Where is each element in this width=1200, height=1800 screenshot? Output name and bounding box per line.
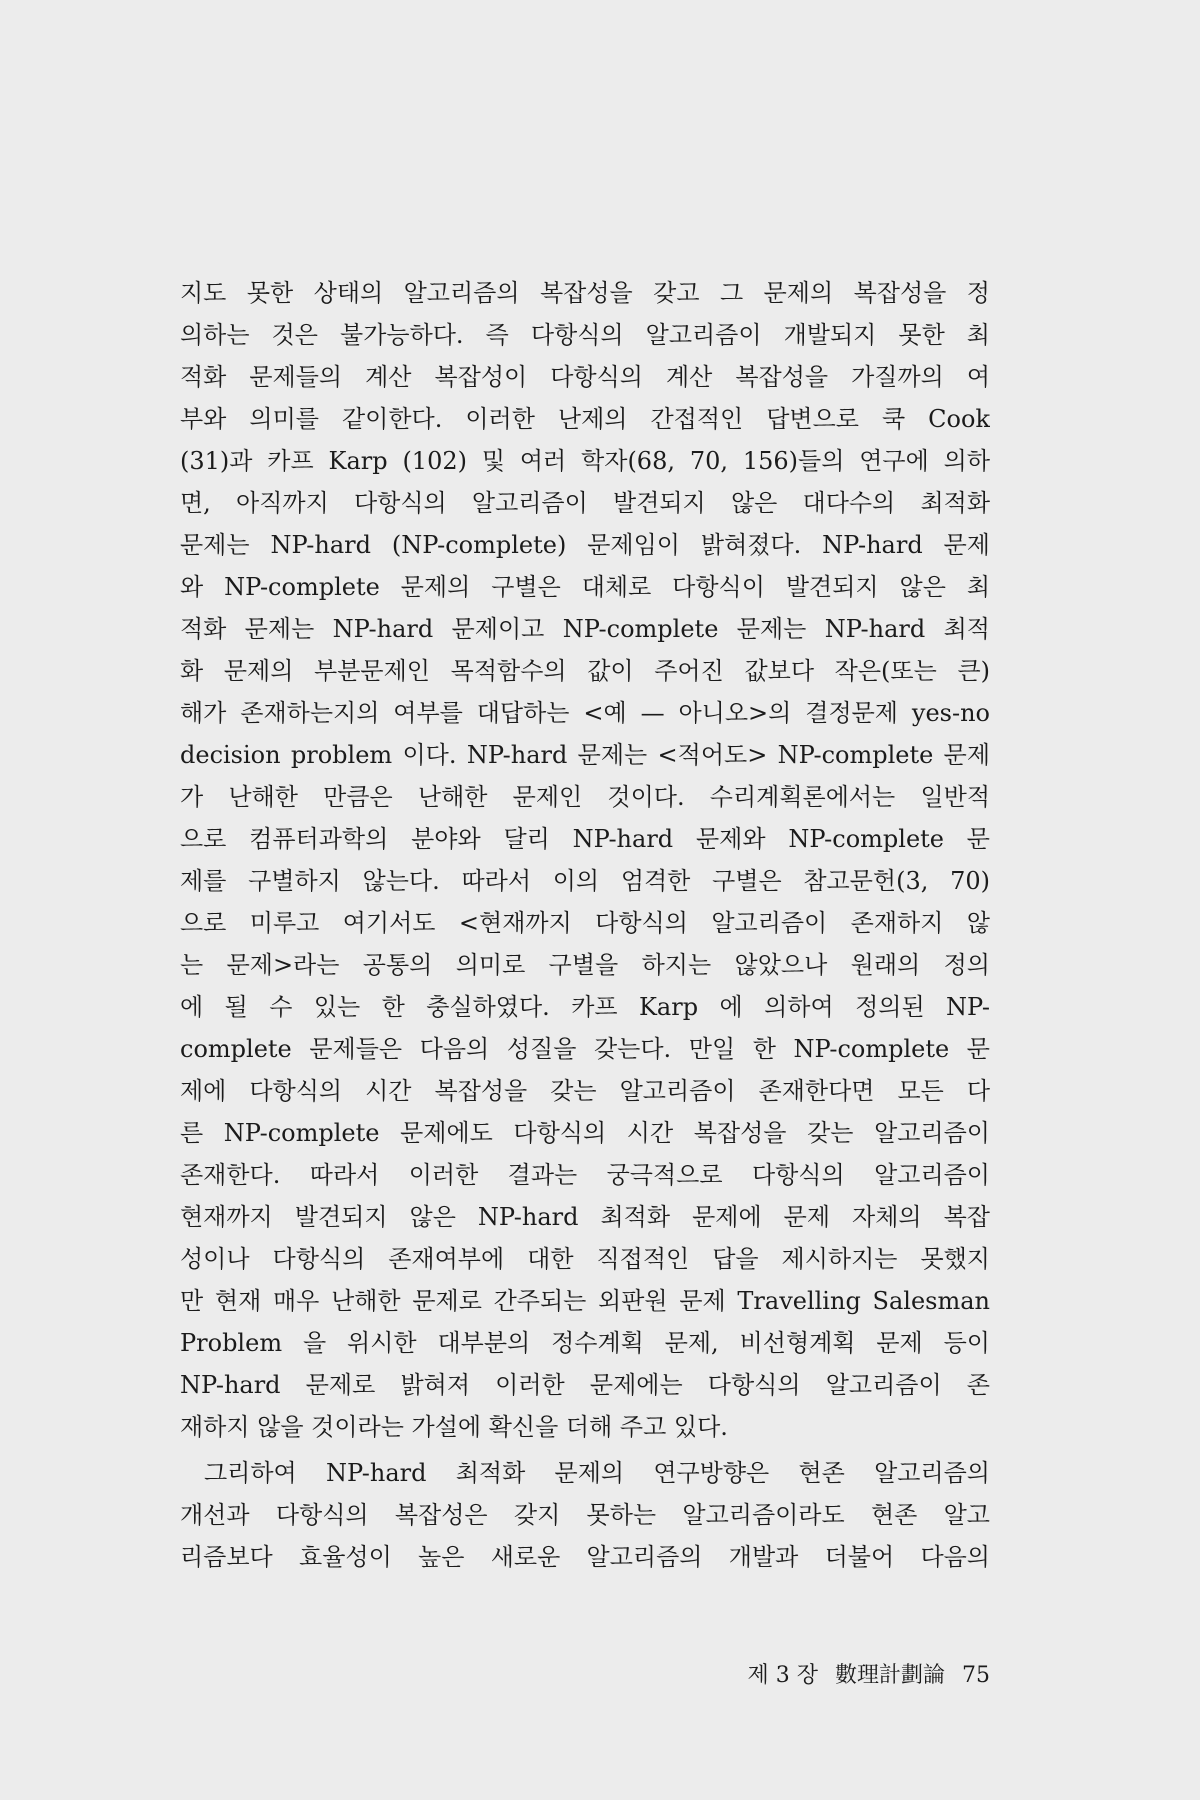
- text-line: decision problem 이다. NP-hard 문제는 <적어도> NP-complete 문제: [180, 741, 990, 769]
- text-line: 리즘보다 효율성이 높은 새로운 알고리즘의 개발과 더불어 다음의: [180, 1543, 990, 1571]
- text-line: 의하는 것은 불가능하다. 즉 다항식의 알고리즘이 개발되지 못한 최: [180, 321, 990, 349]
- text-line: 현재까지 발견되지 않은 NP-hard 최적화 문제에 문제 자체의 복잡: [180, 1203, 990, 1231]
- text-line: 으로 컴퓨터과학의 분야와 달리 NP-hard 문제와 NP-complete 문: [180, 825, 990, 853]
- text-line: 지도 못한 상태의 알고리즘의 복잡성을 갖고 그 문제의 복잡성을 정: [180, 279, 990, 307]
- chapter-title: 數理計劃論: [834, 1663, 945, 1688]
- text-line: 른 NP-complete 문제에도 다항식의 시간 복잡성을 갖는 알고리즘이: [180, 1119, 990, 1147]
- text-line: 부와 의미를 같이한다. 이러한 난제의 간접적인 답변으로 쿡 Cook: [180, 405, 990, 433]
- text-line: Problem 을 위시한 대부분의 정수계획 문제, 비선형계획 문제 등이: [180, 1329, 990, 1357]
- text-line: 화 문제의 부분문제인 목적함수의 값이 주어진 값보다 작은(또는 큰): [180, 657, 990, 685]
- text-line: 만 현재 매우 난해한 문제로 간주되는 외판원 문제 Travelling Salesman: [180, 1287, 990, 1315]
- page-footer: [700, 1658, 990, 1694]
- text-line: 가 난해한 만큼은 난해한 문제인 것이다. 수리계획론에서는 일반적: [180, 783, 990, 811]
- text-line: 적화 문제는 NP-hard 문제이고 NP-complete 문제는 NP-hard 최적: [180, 615, 990, 643]
- text-line: 적화 문제들의 계산 복잡성이 다항식의 계산 복잡성을 가질까의 여: [180, 363, 990, 391]
- text-line: 존재한다. 따라서 이러한 결과는 궁극적으로 다항식의 알고리즘이: [180, 1161, 990, 1189]
- text-line: 으로 미루고 여기서도 <현재까지 다항식의 알고리즘이 존재하지 않: [180, 909, 990, 937]
- paragraph: [180, 1452, 990, 1578]
- text-line: 제에 다항식의 시간 복잡성을 갖는 알고리즘이 존재한다면 모든 다: [180, 1077, 990, 1105]
- body-text: [180, 272, 990, 1578]
- text-line: (31)과 카프 Karp (102) 및 여러 학자(68, 70, 156)들의 연구에 의하: [180, 447, 990, 475]
- text-line: NP-hard 문제로 밝혀져 이러한 문제에는 다항식의 알고리즘이 존: [180, 1371, 990, 1399]
- text-line: 제를 구별하지 않는다. 따라서 이의 엄격한 구별은 참고문헌(3, 70): [180, 867, 990, 895]
- text-line: 성이나 다항식의 존재여부에 대한 직접적인 답을 제시하지는 못했지: [180, 1245, 990, 1273]
- page-number: 75: [962, 1663, 990, 1688]
- text-line: 해가 존재하는지의 여부를 대답하는 <예 — 아니오>의 결정문제 yes-no: [180, 699, 990, 727]
- text-line: 면, 아직까지 다항식의 알고리즘이 발견되지 않은 대다수의 최적화: [180, 489, 990, 517]
- chapter-label: 제 3 장: [747, 1663, 818, 1688]
- text-line: 그리하여 NP-hard 최적화 문제의 연구방향은 현존 알고리즘의: [204, 1459, 990, 1487]
- text-line: 개선과 다항식의 복잡성은 갖지 못하는 알고리즘이라도 현존 알고: [180, 1501, 990, 1529]
- text-line: 문제는 NP-hard (NP-complete) 문제임이 밝혀졌다. NP-hard 문제: [180, 531, 990, 559]
- text-line: 와 NP-complete 문제의 구별은 대체로 다항식이 발견되지 않은 최: [180, 573, 990, 601]
- text-line: 에 될 수 있는 한 충실하였다. 카프 Karp 에 의하여 정의된 NP-: [180, 993, 990, 1021]
- text-line: 재하지 않을 것이라는 가설에 확신을 더해 주고 있다.: [180, 1413, 728, 1441]
- text-line: 는 문제>라는 공통의 의미로 구별을 하지는 않았으나 원래의 정의: [180, 951, 990, 979]
- paragraph: [180, 272, 990, 1448]
- text-line: complete 문제들은 다음의 성질을 갖는다. 만일 한 NP-complete 문: [180, 1035, 990, 1063]
